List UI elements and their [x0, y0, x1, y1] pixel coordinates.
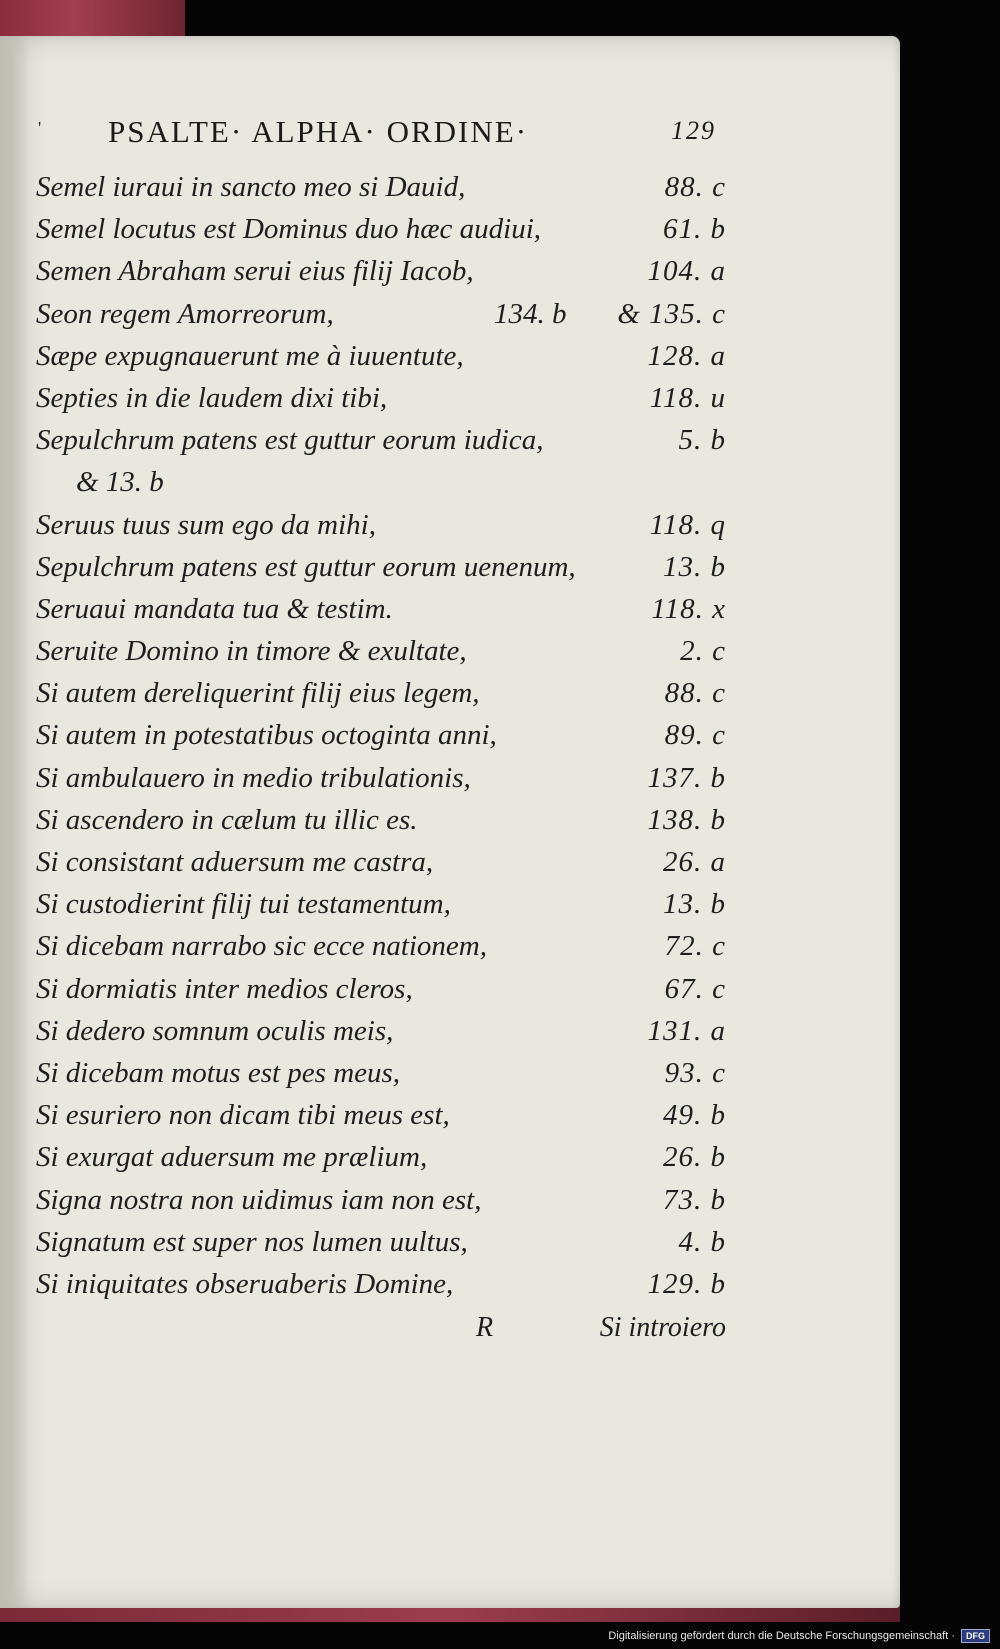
entry-text: Signa nostra non uidimus iam non est,: [36, 1183, 482, 1216]
entry-reference: 26. b: [663, 1141, 726, 1174]
entry-text: Si dedero somnum oculis meis,: [36, 1014, 394, 1047]
entry-text: Septies in die laudem dixi tibi,: [36, 381, 388, 414]
entry-text: Semen Abraham serui eius filij Iacob,: [36, 255, 474, 288]
entry-reference: & 135. c: [617, 297, 726, 330]
index-entry: [36, 166, 726, 208]
entry-text: Si iniquitates obseruaberis Domine,: [36, 1267, 454, 1300]
entry-reference: 128. a: [647, 339, 726, 372]
index-entry: [36, 208, 726, 250]
entry-extra-ref: 134. b: [494, 297, 567, 330]
dfg-logo: DFG: [961, 1629, 990, 1643]
index-entry: [36, 841, 726, 883]
entry-text: Si dormiatis inter medios cleros,: [36, 972, 413, 1005]
header-mark: ': [38, 118, 42, 138]
index-entry: [36, 630, 726, 672]
entry-text: Seon regem Amorreorum,: [36, 297, 334, 330]
index-entry: [36, 925, 726, 967]
entry-text: Seruus tuus sum ego da mihi,: [36, 508, 376, 541]
entry-text: Si dicebam motus est pes meus,: [36, 1056, 401, 1089]
entry-text: Si exurgat aduersum me prælium,: [36, 1141, 428, 1174]
entry-reference: 61. b: [663, 213, 726, 246]
entry-reference: 73. b: [663, 1183, 726, 1216]
index-entry: [36, 588, 726, 630]
entry-reference: 88. c: [664, 171, 726, 203]
entry-reference: 13. b: [663, 888, 726, 921]
entry-reference: 138. b: [647, 803, 726, 836]
entry-reference: 49. b: [663, 1099, 726, 1132]
entry-reference: 4. b: [678, 1225, 726, 1258]
entry-text: Si autem dereliquerint filij eius legem,: [36, 677, 480, 710]
entry-text: Si dicebam narrabo sic ecce nationem,: [36, 930, 488, 963]
entry-reference: 118. u: [649, 381, 726, 414]
book-cover-edge-bottom: [0, 1606, 900, 1622]
entry-text: Sepulchrum patens est guttur eorum iudica,: [36, 424, 544, 457]
catchline: [36, 1312, 726, 1354]
index-entry: [36, 377, 726, 419]
index-entry: [36, 419, 726, 461]
entry-reference: 137. b: [647, 761, 726, 794]
entry-text: Si esuriero non dicam tibi meus est,: [36, 1099, 450, 1132]
index-entry: [36, 1221, 726, 1263]
entry-text: & 13. b: [76, 466, 164, 499]
entry-reference: 129. b: [647, 1267, 726, 1300]
entry-reference: 118. q: [649, 508, 726, 541]
index-entries: [36, 166, 726, 1305]
entry-reference: 89. c: [664, 719, 726, 752]
entry-text: Seruite Domino in timore & exultate,: [36, 635, 467, 668]
entry-reference: 67. c: [664, 972, 726, 1005]
index-entry: [36, 1263, 726, 1305]
index-entry: [36, 293, 726, 335]
entry-text: Si custodierint filij tui testamentum,: [36, 888, 451, 921]
entry-reference: 26. a: [663, 846, 726, 878]
index-entry: [36, 504, 726, 546]
signature-mark: R: [476, 1312, 494, 1343]
index-entry: [36, 1179, 726, 1221]
entry-text: Signatum est super nos lumen uultus,: [36, 1225, 468, 1258]
index-entry: [36, 1052, 726, 1094]
footer-text: Digitalisierung gefördert durch die Deutsche Forschungsgemeinschaft ·: [608, 1630, 955, 1642]
entry-text: Semel locutus est Dominus duo hæc audiui,: [36, 213, 542, 246]
index-entry: [36, 546, 726, 588]
entry-reference: 104. a: [647, 255, 726, 288]
index-entry: [36, 799, 726, 841]
entry-text: Si ascendero in cælum tu illic es.: [36, 803, 418, 836]
index-entry: [36, 250, 726, 292]
index-entry: [36, 757, 726, 799]
running-header: [108, 114, 716, 154]
entry-reference: 118. x: [651, 592, 726, 625]
entry-reference: 72. c: [664, 930, 726, 963]
entry-text: Si ambulauero in medio tribulationis,: [36, 761, 471, 794]
index-entry: [36, 968, 726, 1010]
index-entry: [36, 714, 726, 756]
entry-text: Si autem in potestatibus octoginta anni,: [36, 719, 497, 752]
entry-reference: 88. c: [664, 677, 726, 710]
entry-text: Semel iuraui in sancto meo si Dauid,: [36, 171, 466, 203]
index-entry: [36, 461, 726, 503]
entry-text: Seruaui mandata tua & testim.: [36, 592, 393, 625]
entry-text: Sepulchrum patens est guttur eorum uenenum,: [36, 550, 576, 583]
entry-reference: 13. b: [663, 550, 726, 583]
index-entry: [36, 1094, 726, 1136]
header-title: PSALTE· ALPHA· ORDINE·: [108, 114, 529, 149]
digitization-footer: [608, 1629, 990, 1643]
entry-reference: 2. c: [680, 635, 726, 668]
folio-number: 129: [671, 116, 716, 145]
index-entry: [36, 1136, 726, 1178]
entry-reference: 5. b: [678, 424, 726, 457]
index-entry: [36, 672, 726, 714]
index-entry: [36, 1010, 726, 1052]
entry-text: Si consistant aduersum me castra,: [36, 846, 434, 878]
index-entry: [36, 883, 726, 925]
index-entry: [36, 335, 726, 377]
catchword: Si introiero: [599, 1312, 726, 1343]
entry-reference: 131. a: [647, 1014, 726, 1047]
entry-reference: 93. c: [664, 1056, 726, 1089]
entry-text: Sæpe expugnauerunt me à iuuentute,: [36, 339, 464, 372]
